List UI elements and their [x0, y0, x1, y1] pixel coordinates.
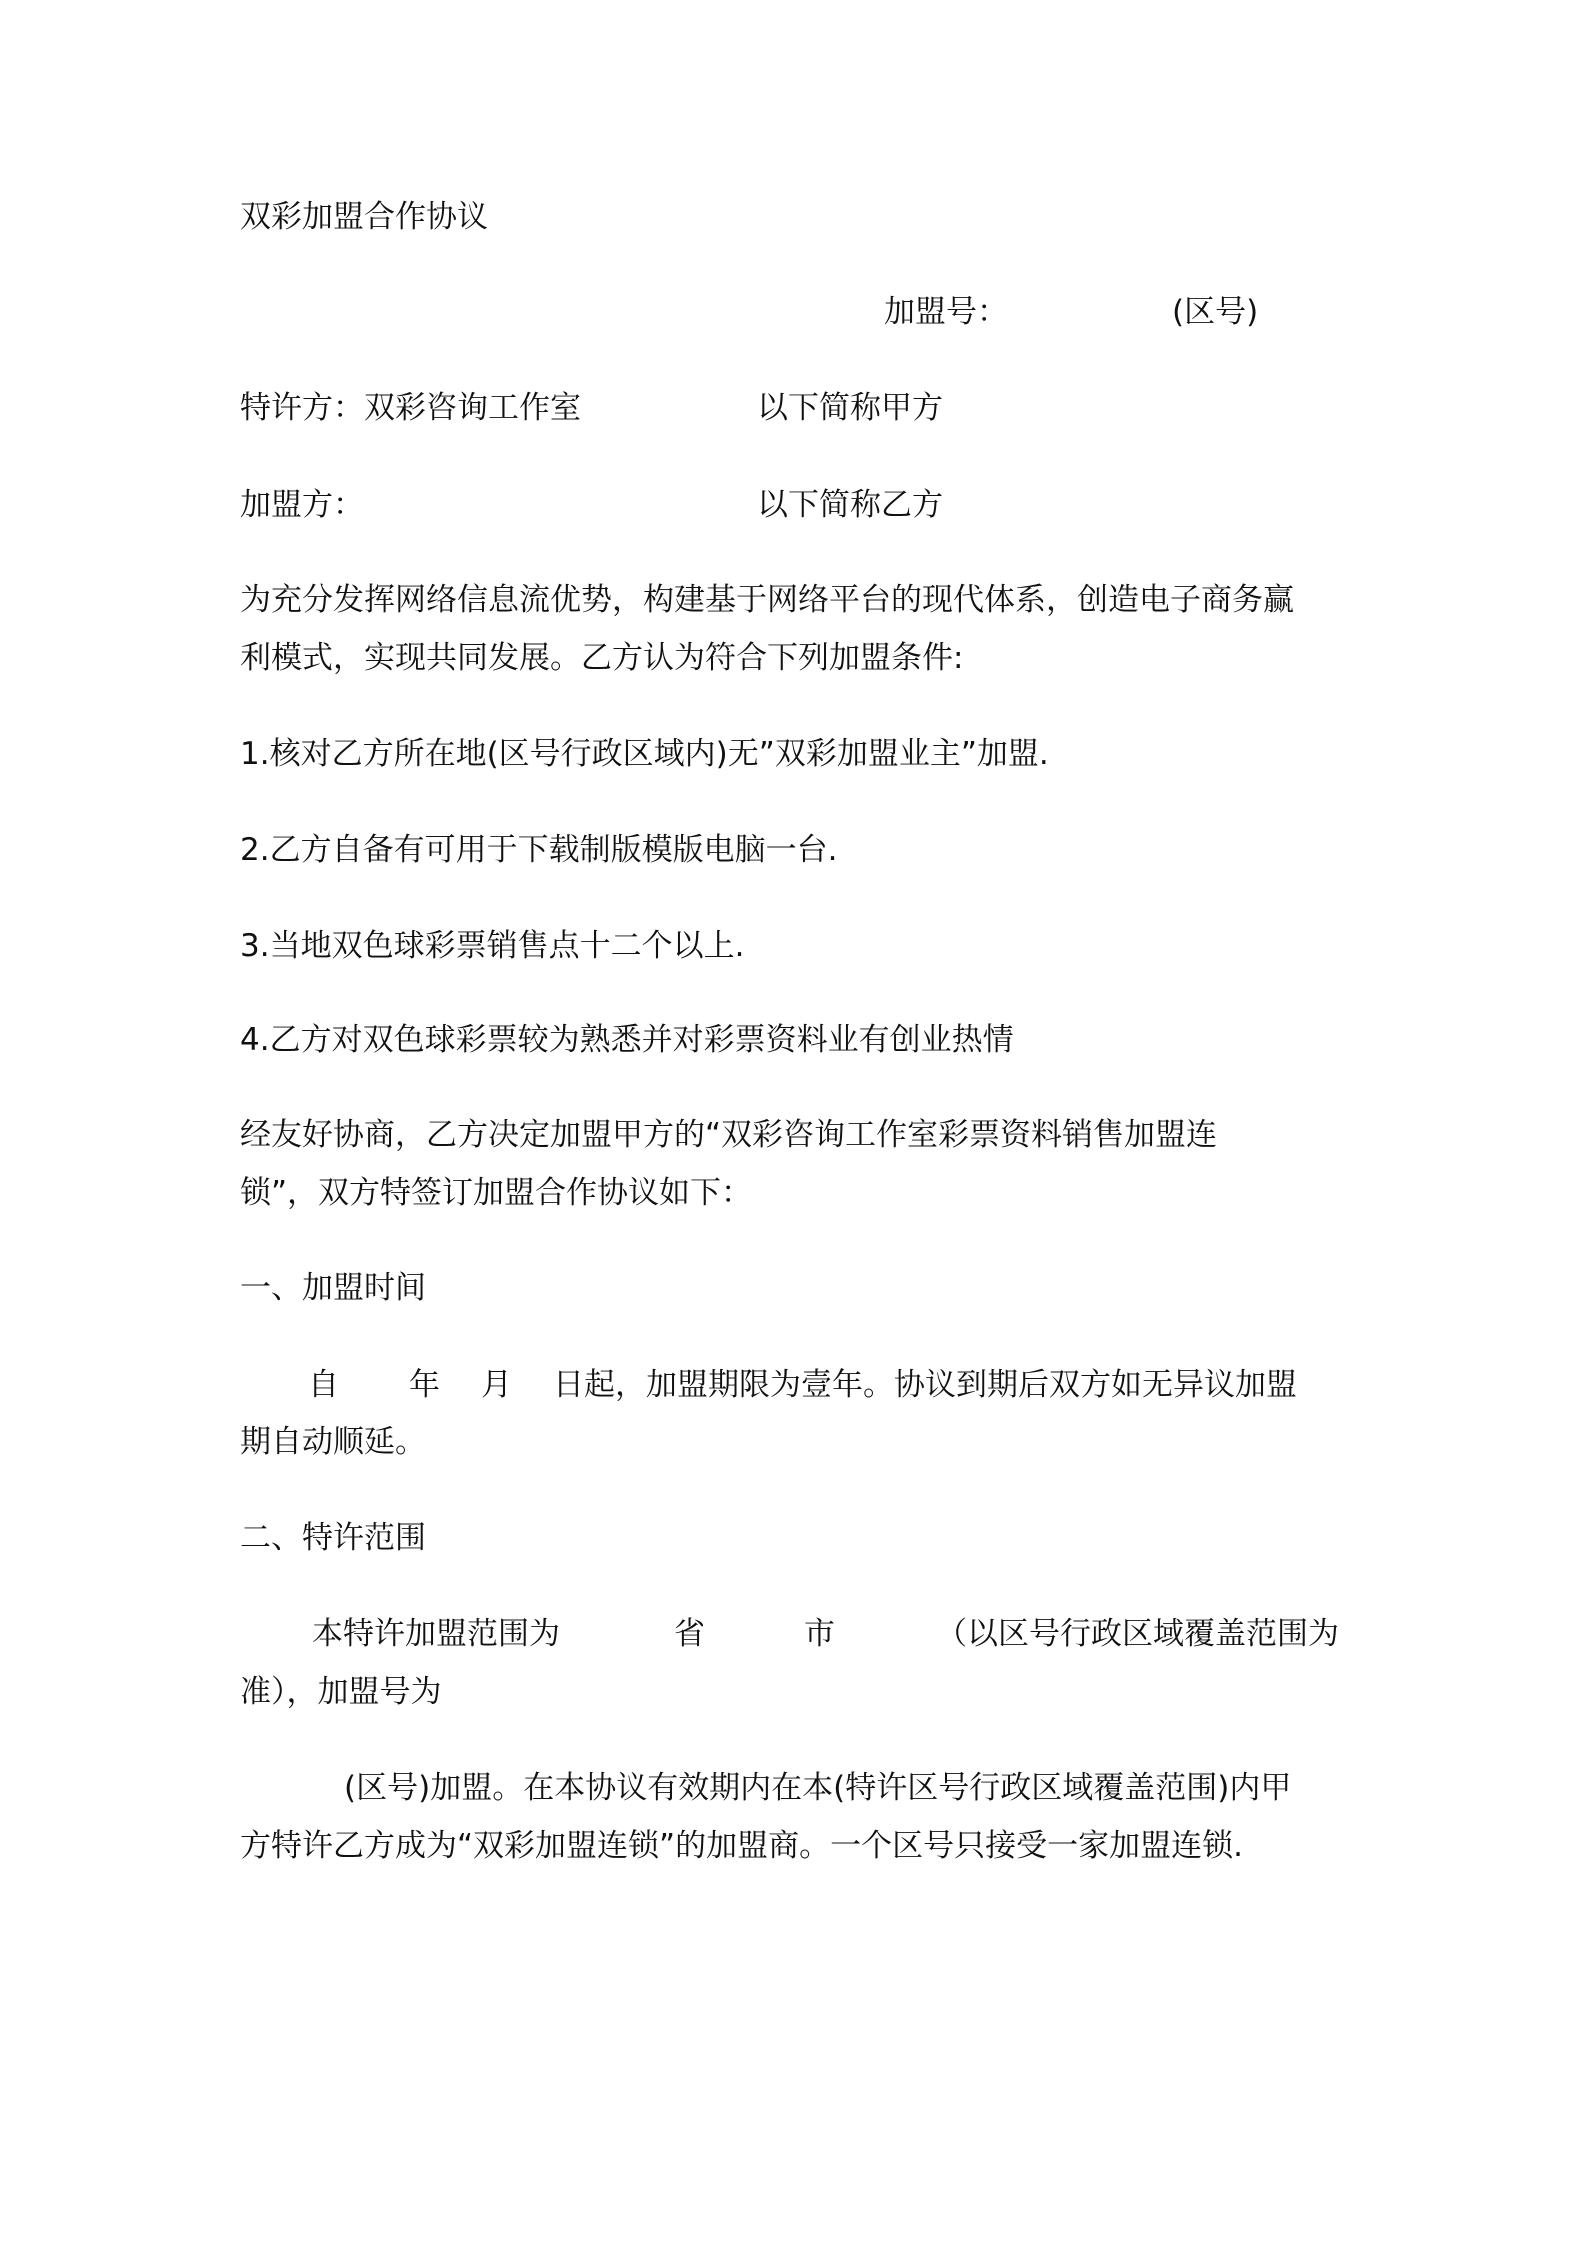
section-1-text-line-2: 期自动顺延。: [240, 1424, 426, 1460]
condition-item: 4.乙方对双色球彩票较为熟悉并对彩票资料业有创业热情: [240, 1022, 1014, 1058]
scope-city-word: 市: [804, 1616, 835, 1652]
district-no-label: (区号): [1172, 294, 1259, 330]
scope-para-2-line-1: (区号)加盟。在本协议有效期内在本(特许区号行政区域覆盖范围)内甲: [344, 1770, 1292, 1806]
section-1-text-line-1: 日起，加盟期限为壹年。协议到期后双方如无异议加盟: [553, 1367, 1297, 1403]
intro-line-1: 为充分发挥网络信息流优势，构建基于网络平台的现代体系，创造电子商务赢: [240, 582, 1294, 618]
condition-item: 2.乙方自备有可用于下载制版模版电脑一台.: [240, 832, 838, 868]
date-month-word: 月: [481, 1367, 512, 1403]
agreement-intro-line-1: 经友好协商，乙方决定加盟甲方的“双彩咨询工作室彩票资料销售加盟连: [240, 1117, 1218, 1153]
intro-line-2: 利模式，实现共同发展。乙方认为符合下列加盟条件:: [240, 640, 964, 676]
section-1-heading: 一、加盟时间: [240, 1270, 426, 1306]
section-2-heading: 二、特许范围: [240, 1520, 426, 1556]
date-year-word: 年: [409, 1367, 440, 1403]
franchisee-alias: 以下简称乙方: [757, 487, 943, 523]
franchise-no-label: 加盟号：: [884, 294, 1008, 330]
scope-note: （以区号行政区域覆盖范围为: [936, 1616, 1339, 1652]
date-from-word: 自: [308, 1367, 339, 1403]
scope-line-2: 准），加盟号为: [240, 1674, 442, 1710]
scope-text-start: 本特许加盟范围为: [312, 1616, 560, 1652]
condition-item: 3.当地双色球彩票销售点十二个以上.: [240, 928, 745, 964]
licensor-label: 特许方：双彩咨询工作室: [240, 390, 581, 426]
document-title: 双彩加盟合作协议: [240, 199, 488, 235]
agreement-intro-line-2: 锁”，双方特签订加盟合作协议如下：: [240, 1175, 753, 1211]
condition-item: 1.核对乙方所在地(区号行政区域内)无”双彩加盟业主”加盟.: [240, 736, 1049, 772]
licensor-alias: 以下简称甲方: [757, 390, 943, 426]
scope-para-2-line-2: 方特许乙方成为“双彩加盟连锁”的加盟商。一个区号只接受一家加盟连锁.: [240, 1828, 1243, 1864]
scope-province-word: 省: [674, 1616, 705, 1652]
franchisee-label: 加盟方：: [240, 487, 364, 523]
